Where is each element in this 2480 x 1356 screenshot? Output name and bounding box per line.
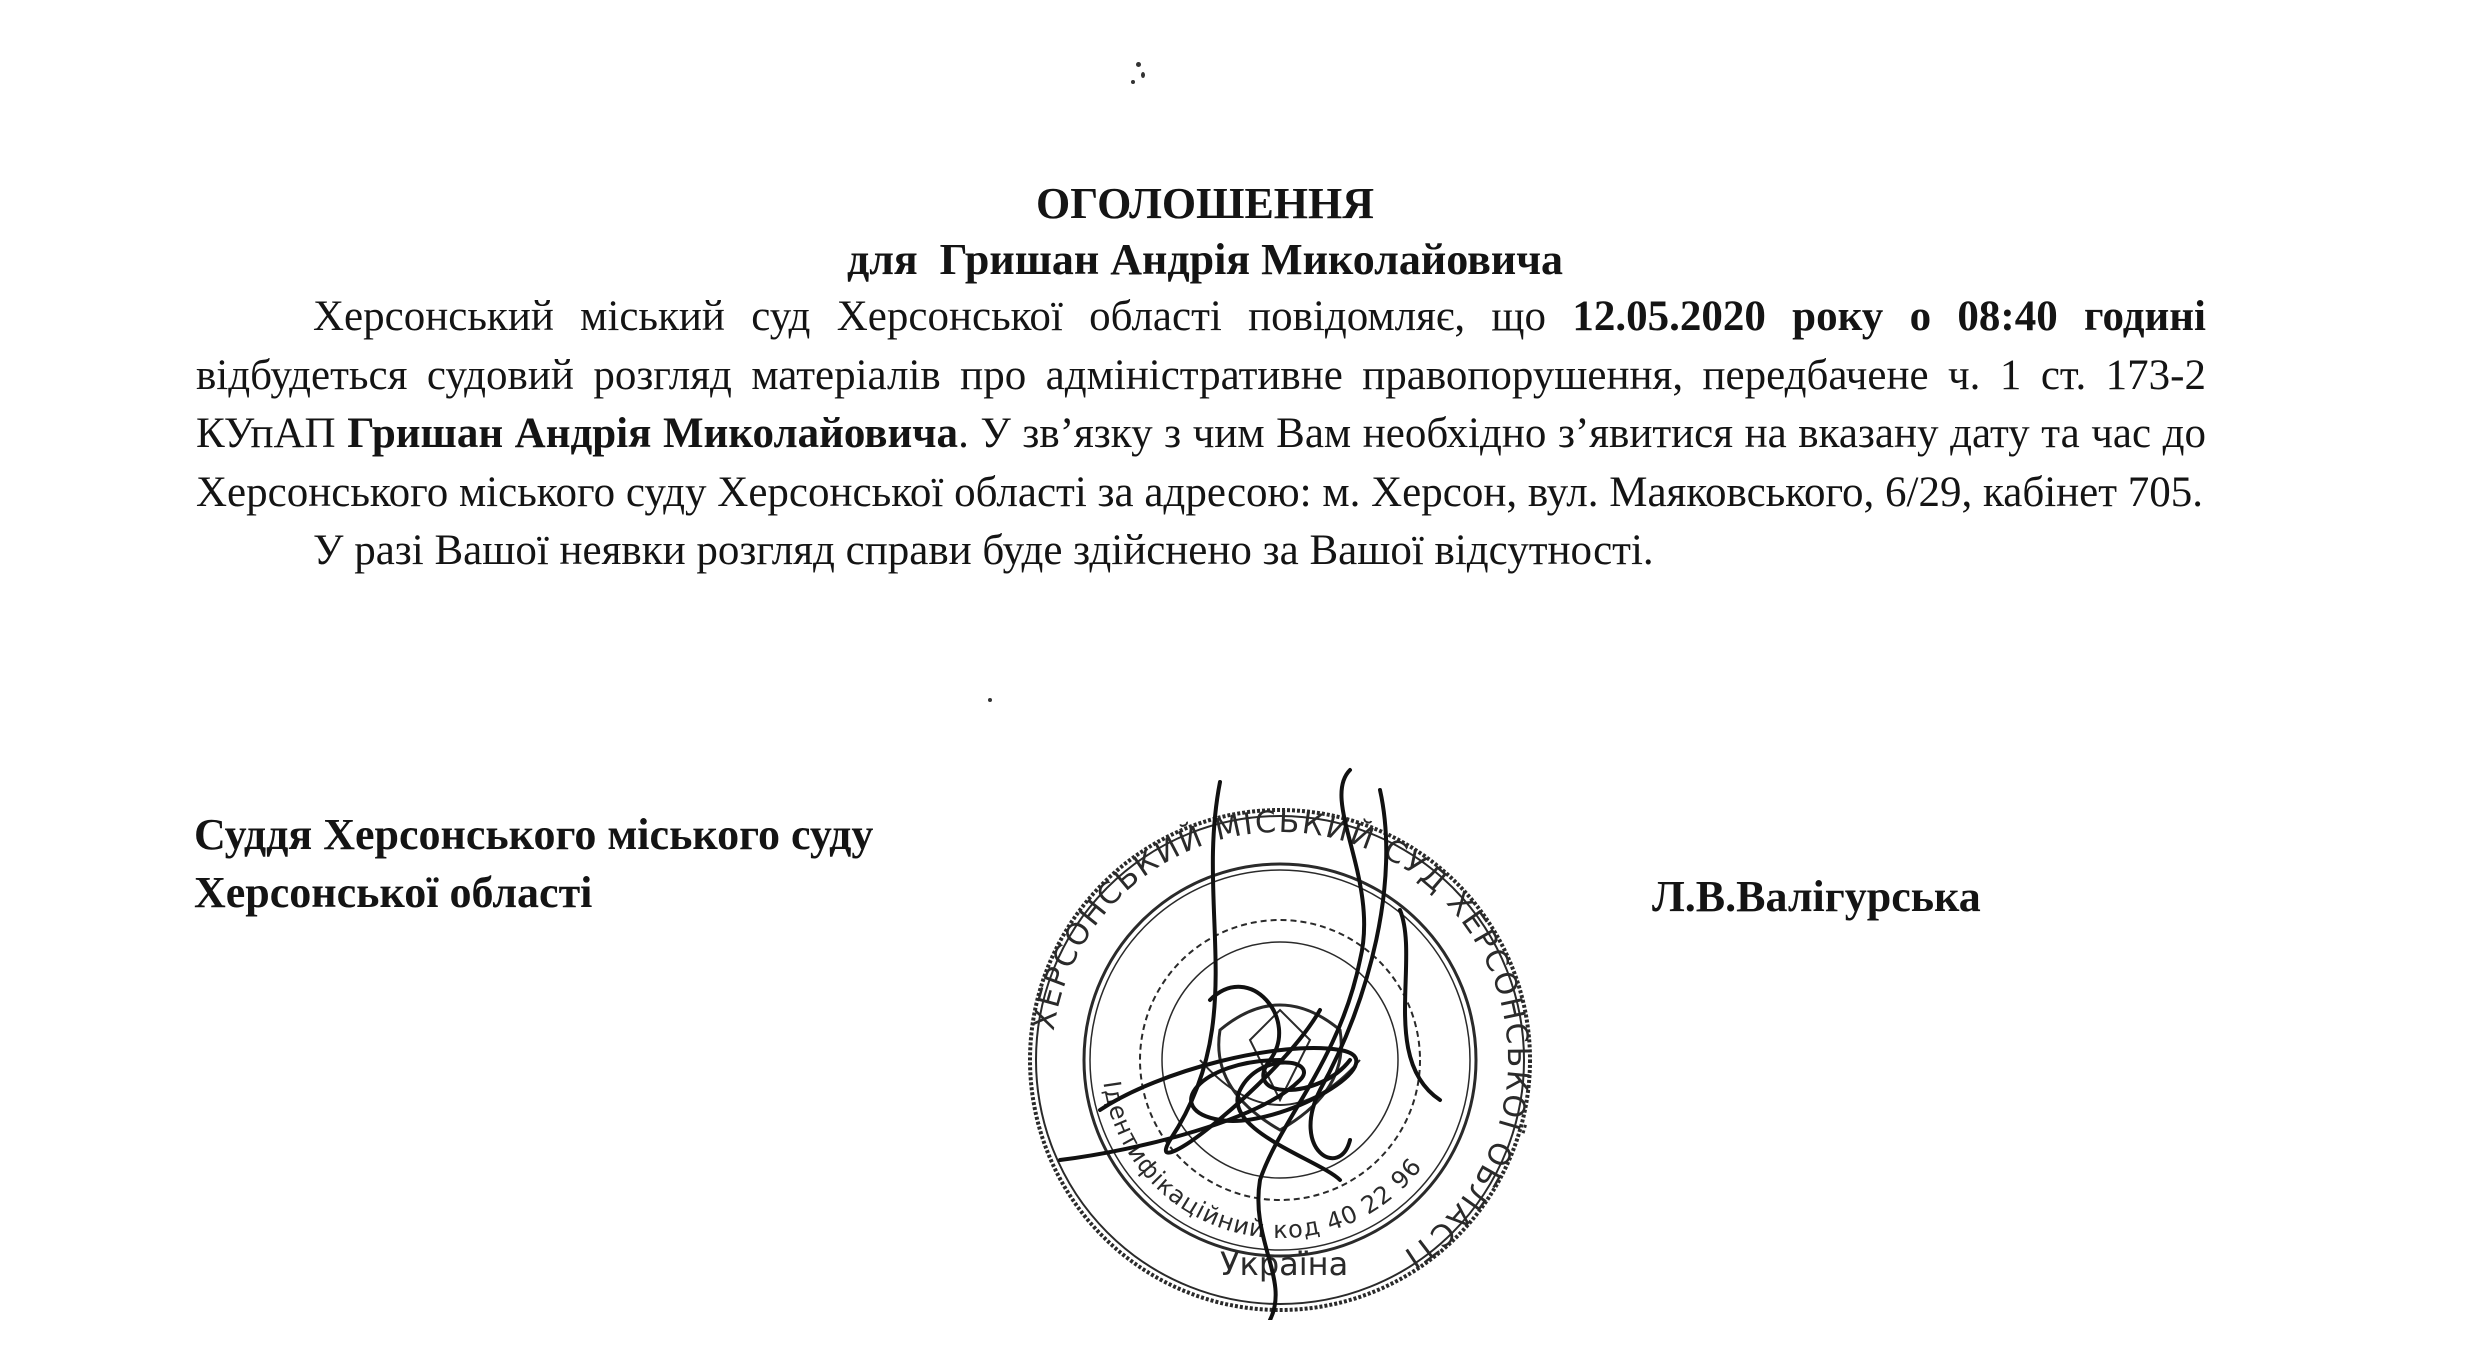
signer-position-line1: Суддя Херсонського міського суду (194, 810, 874, 859)
seal-inner-text: Ідентифікаційний код 40 22 96 (1097, 1079, 1428, 1245)
seal-outer-text: ХЕРСОНСЬКИЙ МІСЬКИЙ СУД ХЕРСОНСЬКОЇ ОБЛАСТІ (1026, 804, 1536, 1276)
signer-position-line2: Херсонської області (194, 868, 593, 917)
scan-speck (1136, 62, 1141, 67)
announcement-subtitle: для Гришан Андрія Миколайовича (846, 235, 1564, 284)
announcement-title: ОГОЛОШЕННЯ (1035, 179, 1375, 228)
absence-paragraph: У разі Вашої неявки розгляд справи буде здійснено за Вашої відсутності. (313, 527, 1654, 574)
signer-position (194, 806, 873, 922)
notice-tail-text: . У зв’язку з чим Вам необхідно з’явитися на вказану дату та час до Херсонського міського суду Херсонської області за адресою: м. Херсон, вул. Маяковського, 6/29, кабінет 705. (196, 410, 2206, 516)
notice-lead-text: Херсонський міський суд Херсонської області повідомляє, що (313, 293, 1573, 340)
person-name: Гришан Андрія Миколайовича (347, 410, 959, 457)
judge-name: Л.В.Валігурська (1652, 872, 1981, 921)
scan-speck (1131, 80, 1135, 84)
scan-speck (1141, 72, 1145, 78)
court-seal (1020, 760, 1540, 1320)
notice-paragraph (196, 288, 2206, 522)
seal-country: Україна (1220, 1245, 1349, 1283)
hearing-date-time: 12.05.2020 року о 08:40 годині (1572, 293, 2206, 340)
scan-speck (988, 698, 992, 702)
announcement-body (196, 288, 2206, 581)
notice-middle-text: відбудеться судовий розгляд матеріалів про адміністративне правопорушення, передбачене ч. 1 ст. 173-2 КУпАП (196, 351, 2206, 457)
